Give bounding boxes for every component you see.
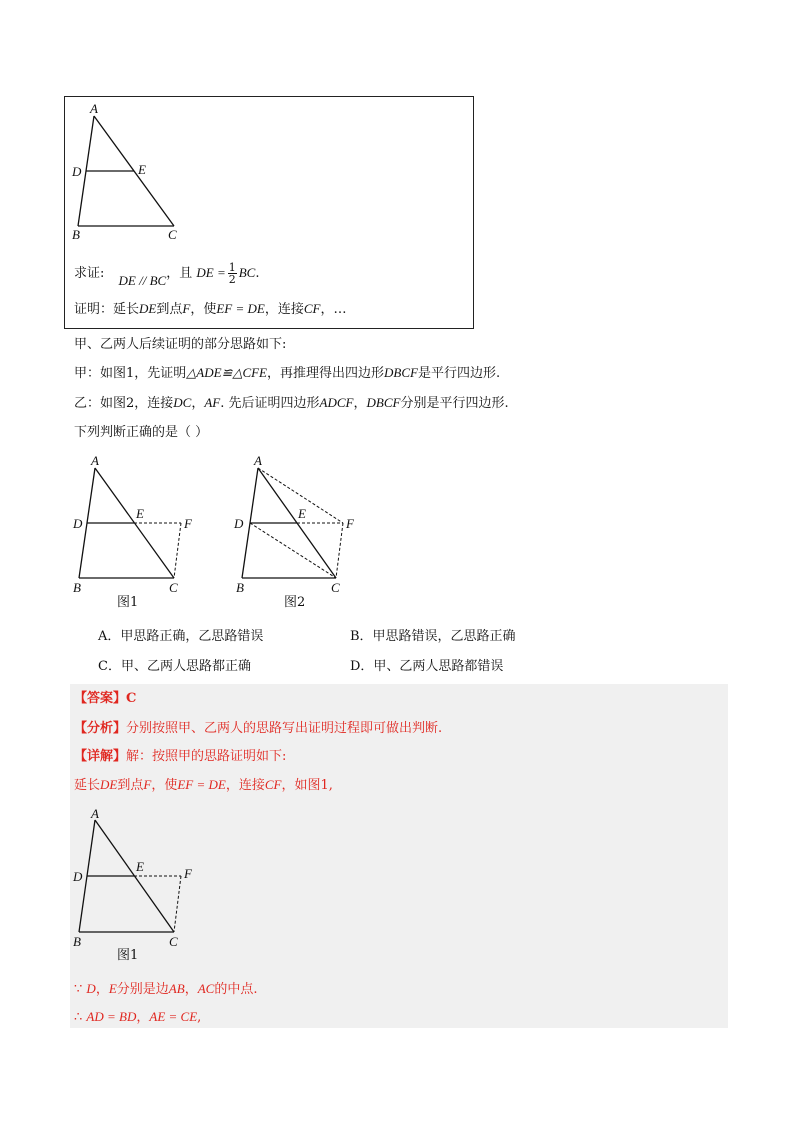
svg-text:C: C xyxy=(331,580,340,595)
yi-approach: 乙：如图2，连接DC，AF. 先后证明四边形ADCF，DBCF分别是平行四边形. xyxy=(74,395,509,411)
label-e: E xyxy=(138,162,146,177)
svg-text:F: F xyxy=(184,866,192,881)
svg-text:B: B xyxy=(73,934,81,949)
prove-bc: BC xyxy=(238,265,256,280)
detail-line: 【详解】解：按照甲的思路证明如下: xyxy=(74,749,287,764)
option-b[interactable]: B．甲思路错误，乙思路正确 xyxy=(350,629,516,644)
svg-text:A: A xyxy=(254,453,262,468)
svg-text:C: C xyxy=(169,934,178,949)
label-d: D xyxy=(72,164,82,179)
detail-step-1: 延长DE到点F，使EF = DE，连接CF，如图1, xyxy=(74,777,333,793)
option-c[interactable]: C．甲、乙两人思路都正确 xyxy=(98,659,251,674)
svg-text:C: C xyxy=(169,580,178,595)
analysis-tag: 【分析】 xyxy=(74,721,127,736)
solution-fig1-caption: 图1 xyxy=(117,948,139,963)
therefore-line: ∴ AD = BD，AE = CE, xyxy=(74,1009,202,1025)
fig2-caption: 图2 xyxy=(284,595,306,610)
question-intro: 甲、乙两人后续证明的部分思路如下: xyxy=(74,337,287,352)
prove-de: DE = xyxy=(196,265,226,280)
svg-text:D: D xyxy=(234,516,244,531)
fraction-half: $\frac{1}{2}$ xyxy=(228,261,236,286)
svg-text:D: D xyxy=(73,869,83,884)
label-a: A xyxy=(90,101,98,116)
svg-text:D: D xyxy=(73,516,83,531)
svg-text:E: E xyxy=(136,506,144,521)
option-a[interactable]: A．甲思路正确，乙思路错误 xyxy=(98,629,264,644)
question-ask: 下列判断正确的是（ ） xyxy=(74,425,209,440)
prove-parallel: DE // BC xyxy=(118,273,167,288)
label-b: B xyxy=(72,227,80,242)
label-c: C xyxy=(168,227,177,242)
option-d[interactable]: D．甲、乙两人思路都错误 xyxy=(350,659,504,674)
prove-statement: 求证: DE // BC，且 DE = $\frac{1}{2}$ BC. xyxy=(74,261,260,288)
svg-text:F: F xyxy=(184,516,192,531)
svg-text:A: A xyxy=(91,453,99,468)
fig1-caption: 图1 xyxy=(117,595,139,610)
question-figure-2 xyxy=(228,452,378,612)
svg-text:A: A xyxy=(91,806,99,821)
question-figure-1 xyxy=(64,452,214,612)
svg-text:F: F xyxy=(346,516,354,531)
prove-label: 求证: xyxy=(74,266,105,281)
solution-figure-1 xyxy=(64,805,214,965)
answer-line xyxy=(74,690,136,708)
jia-approach: 甲：如图1，先证明△ADE≌△CFE，再推理得出四边形DBCF是平行四边形. xyxy=(74,365,501,381)
svg-text:B: B xyxy=(236,580,244,595)
analysis-line: 【分析】分别按照甲、乙两人的思路写出证明过程即可做出判断. xyxy=(74,721,443,736)
prove-sep: ，且 xyxy=(166,266,193,281)
svg-text:E: E xyxy=(136,859,144,874)
answer-value: C xyxy=(126,691,137,706)
box-triangle-figure xyxy=(64,96,264,246)
svg-text:E: E xyxy=(298,506,306,521)
because-line: ∵ D，E分别是边AB，AC的中点. xyxy=(74,981,258,997)
proof-start: 证明：延长DE到点F，使EF = DE，连接CF，… xyxy=(74,301,347,317)
svg-text:B: B xyxy=(73,580,81,595)
answer-tag: 【答案】 xyxy=(74,691,127,706)
detail-tag: 【详解】 xyxy=(74,749,127,764)
